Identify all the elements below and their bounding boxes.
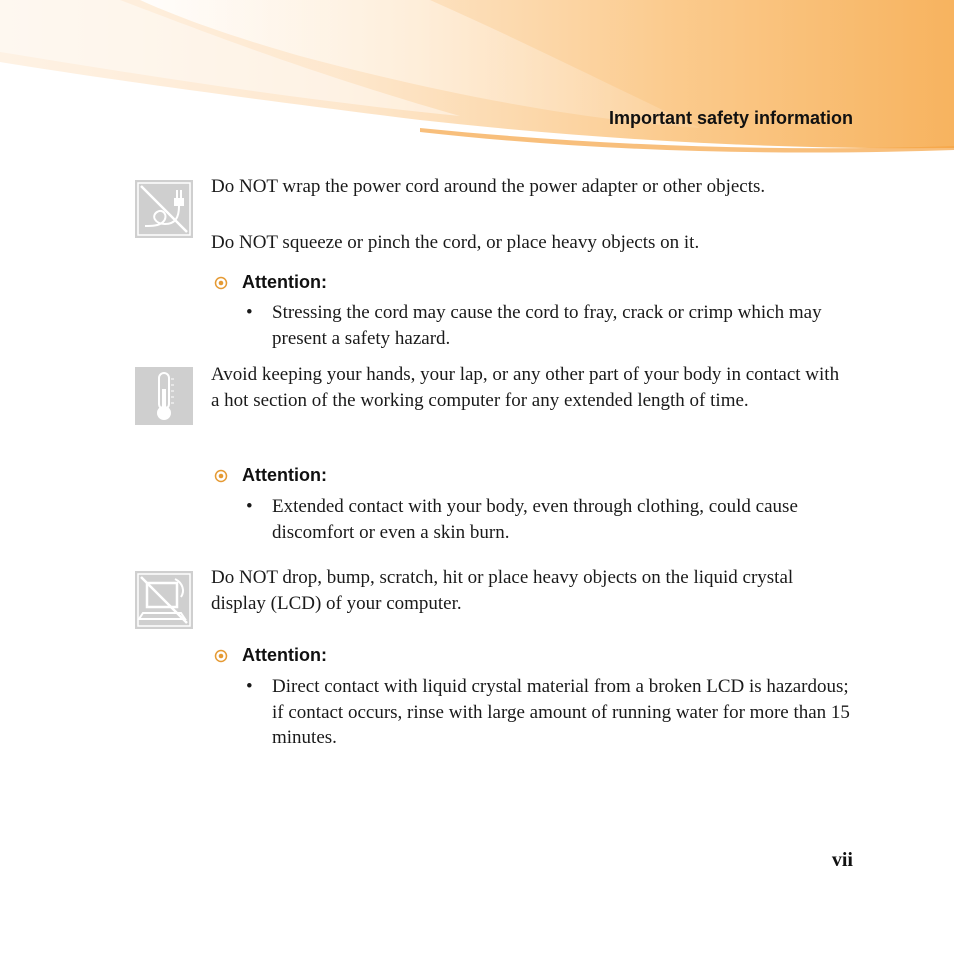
attention-target-icon: [214, 649, 228, 663]
section-3-paragraph-1: Do NOT drop, bump, scratch, hit or place heavy objects on the liquid crystal display (LCD) of your computer.: [211, 567, 794, 614]
page-number: vii: [831, 849, 853, 871]
bullet-glyph: •: [246, 496, 253, 517]
running-header-title: Important safety information: [608, 108, 853, 128]
bullet-text: Direct contact with liquid crystal material from a broken LCD is hazardous; if contact occurs, rinse with large amount of running water for more than 15 minutes.: [272, 676, 850, 748]
section-1-paragraph-1: Do NOT wrap the power cord around the power adapter or other objects.: [211, 176, 766, 197]
section-3-attention: [214, 645, 327, 666]
bullet-glyph: •: [246, 302, 253, 323]
attention-label: Attention:: [242, 645, 327, 665]
attention-label: Attention:: [242, 272, 327, 292]
no-cord-wrap-icon: [135, 180, 193, 238]
section-1-bullet: [246, 300, 851, 351]
section-2-bullet: [246, 494, 851, 545]
attention-target-icon: [214, 276, 228, 290]
bullet-text: Extended contact with your body, even through clothing, could cause discomfort or even a skin burn.: [272, 496, 798, 543]
section-2-paragraph-1: Avoid keeping your hands, your lap, or any other part of your body in contact with a hot section of the working computer for any extended length of time.: [211, 364, 840, 411]
section-2-attention: [214, 465, 327, 486]
section-1-attention: [214, 272, 327, 293]
attention-target-icon: [214, 469, 228, 483]
no-lcd-damage-icon: [135, 571, 193, 629]
header-decoration: [0, 0, 954, 160]
bullet-text: Stressing the cord may cause the cord to fray, crack or crimp which may present a safety hazard.: [272, 302, 822, 349]
thermometer-icon: [135, 367, 193, 425]
section-3-bullet: [246, 674, 851, 751]
section-1-paragraph-2: Do NOT squeeze or pinch the cord, or place heavy objects on it.: [211, 232, 700, 253]
attention-label: Attention:: [242, 465, 327, 485]
bullet-glyph: •: [246, 676, 253, 697]
